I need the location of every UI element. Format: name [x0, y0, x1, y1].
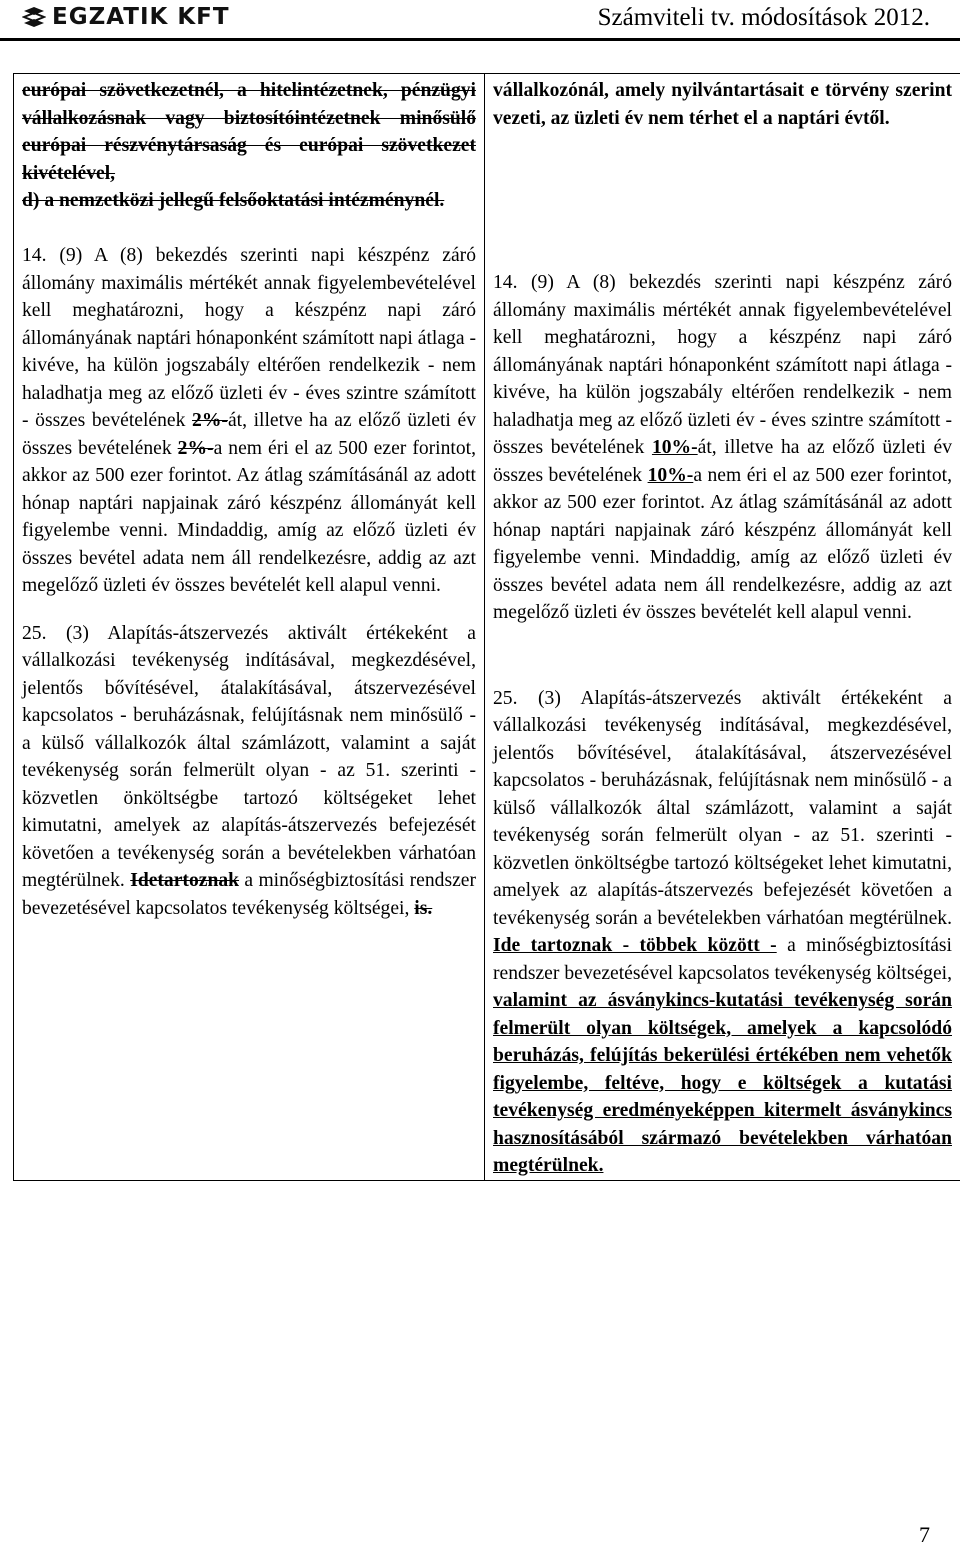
inserted-text: Ide tartoznak - többek között -	[493, 935, 777, 956]
deleted-word: Idetartoznak	[130, 870, 239, 891]
paragraph-14-new: 14. (9) A (8) bekezdés szerinti napi készpénz záró állomány maximális mértékét annak figyelembevételével kell meghatározni, hogy a készpénz napi záró állományának naptári hónaponként számított napi átlaga - kivéve, ha külön jogszabály eltérően rendelkezik - nem haladhatja meg az előző üzleti év - éves szintre számított - összes bevételének 10%-át, illetve ha az előző üzleti év összes bevételének 10%-a nem éri el az 500 ezer forintot, akkor az 500 ezer forintot. Az átlag számításánál az adott hónap naptári napjainak záró készpénz állományát kell figyelembe venni. Mindaddig, amíg az előző üzleti év összes bevétel adata nem áll rendelkezésre, addig az azt megelőző üzleti év összes bevételét kell alapul venni.	[493, 269, 952, 627]
deleted-word: is.	[414, 898, 432, 919]
document-title: Számviteli tv. módosítások 2012.	[598, 4, 930, 32]
page-number: 7	[919, 1522, 930, 1548]
right-column-cell	[485, 74, 960, 1181]
deleted-percent: 2%-	[178, 438, 214, 459]
page-header	[0, 0, 960, 38]
header-divider	[0, 38, 960, 41]
comparison-table	[13, 73, 960, 1181]
top-text-block: vállalkozónál, amely nyilvántartásait e törvény szerint vezeti, az üzleti év nem térhet el a naptári évtől.	[493, 77, 952, 132]
paragraph-14-old: 14. (9) A (8) bekezdés szerinti napi készpénz záró állomány maximális mértékét annak figyelembevételével kell meghatározni, hogy a készpénz napi záró állományának naptári hónaponként számított napi átlaga - kivéve, ha külön jogszabály eltérően rendelkezik - nem haladhatja meg az előző üzleti év - éves szintre számított - összes bevételének 2%-át, illetve ha az előző üzleti év összes bevételének 2%-a nem éri el az 500 ezer forintot, akkor az 500 ezer forintot. Az átlag számításánál az adott hónap naptári napjainak záró készpénz állományát kell figyelembe venni. Mindaddig, amíg az előző üzleti év összes bevétel adata nem áll rendelkezésre, addig az azt megelőző üzleti év összes bevételét kell alapul venni.	[22, 242, 476, 600]
struck-text-block-d: d) a nemzetközi jellegű felsőoktatási intézménynél.	[22, 187, 476, 215]
inserted-text: valamint az ásványkincs-kutatási tevékenység során felmerült olyan költségek, amelyek a kapcsolódó beruházás, felújítás bekerülési értékében nem vehetők figyelembe, feltéve, hogy e költségek a kutatási tevékenység eredményeképpen kitermelt ásványkincs hasznosításából származó bevételekben várhatóan megtérülnek.	[493, 990, 952, 1176]
new-percent: 10%-	[648, 465, 694, 486]
deleted-percent: 2%-	[192, 410, 228, 431]
logo-mark-icon	[22, 5, 46, 29]
left-column-cell	[14, 74, 485, 1181]
paragraph-25-new: 25. (3) Alapítás-átszervezés aktivált értékeként a vállalkozási tevékenység indításával, megkezdésével, jelentős bővítésével, átalakításával, átszervezésével kapcsolatos - beruházásnak, felújításnak nem minősülő - a külső vállalkozók által számlázott, valamint a saját tevékenység során felmerült olyan - az 51. szerinti - közvetlen önköltségbe tartozó költségeket lehet kimutatni, amelyek az alapítás-átszervezés befejezését követően a tevékenység során a bevételekben várhatóan megtérülnek. Ide tartoznak - többek között - a minőségbiztosítási rendszer bevezetésével kapcsolatos tevékenység költségei, valamint az ásványkincs-kutatási tevékenység során felmerült olyan költségek, amelyek a kapcsolódó beruházás, felújítás bekerülési értékében nem vehetők figyelembe, feltéve, hogy e költségek a kutatási tevékenység eredményeképpen kitermelt ásványkincs hasznosításából származó bevételekben várhatóan megtérülnek.	[493, 685, 952, 1180]
table-row	[14, 74, 960, 1181]
new-percent: 10%-	[652, 437, 698, 458]
struck-text-block: európai szövetkezetnél, a hitelintézetnek, pénzügyi vállalkozásnak vagy biztosítóintézetnek minősülő európai részvénytársaság és európai szövetkezet kivételével,	[22, 77, 476, 187]
paragraph-25-old: 25. (3) Alapítás-átszervezés aktivált értékeként a vállalkozási tevékenység indításával, megkezdésével, jelentős bővítésével, átalakításával, átszervezésével kapcsolatos - beruházásnak, felújításnak nem minősülő - a külső vállalkozók által számlázott, valamint a saját tevékenység során felmerült olyan - az 51. szerinti - közvetlen önköltségbe tartozó költségeket lehet kimutatni, amelyek az alapítás-átszervezés befejezését követően a tevékenység során a bevételekben várhatóan megtérülnek. Idetartoznak a minőségbiztosítási rendszer bevezetésével kapcsolatos tevékenység költségei, is.	[22, 620, 476, 923]
logo-text: EGZATIK KFT	[52, 4, 230, 30]
company-logo	[22, 2, 230, 32]
